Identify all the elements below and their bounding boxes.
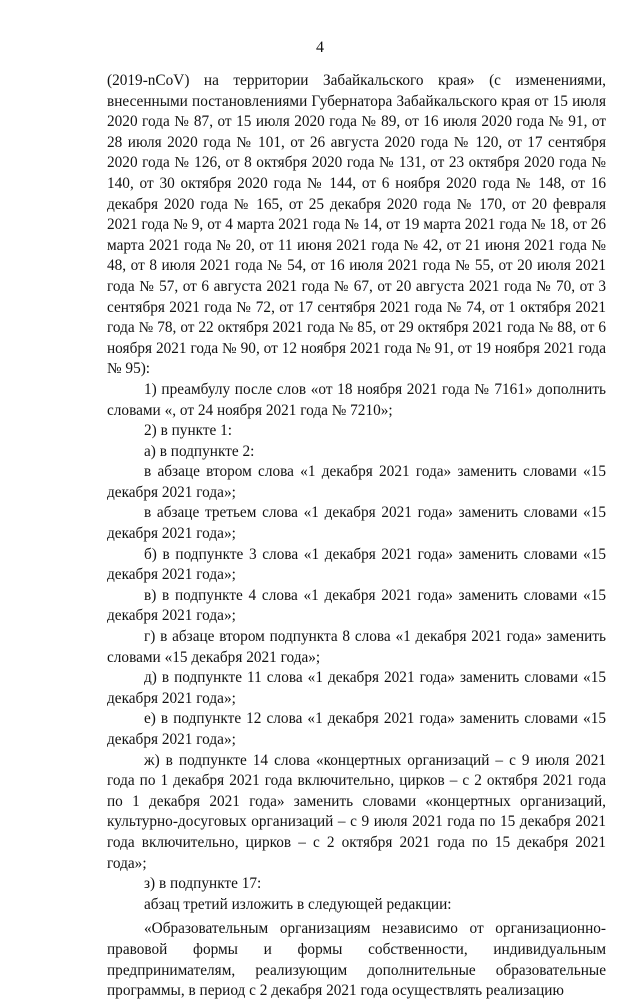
paragraph-subitem-d: д) в подпункте 11 слова «1 декабря 2021 года» заменить словами «15 декабря 2021 года»; [107, 669, 606, 707]
document-body [107, 71, 606, 1002]
paragraph-new-wording: «Образовательным организациям независимо от организационно-правовой формы и формы собственности, индивидуальным предпринимателям, реализующим дополнительные образовательные программы, в период с 2 декабря 2021 года осуществлять реализацию [107, 920, 606, 1000]
paragraph-amendments-list: (2019-nCoV) на территории Забайкальского края» (с изменениями, внесенными постановлениями Губернатора Забайкальского края от 15 июля 2020 года № 87, от 15 июля 2020 года № 89, от 16 июля 2020 года № 91, от 28 июля 2020 года № 101, от 26 августа 2020 года № 120, от 17 сентября 2020 года № 126, от 8 октября 2020 года № 131, от 23 октября 2020 года № 140, от 30 октября 2020 года № 144, от 6 ноября 2020 года № 148, от 16 декабря 2020 года № 165, от 25 декабря 2020 года № 170, от 20 февраля 2021 года № 9, от 4 марта 2021 года № 14, от 19 марта 2021 года № 18, от 26 марта 2021 года № 20, от 11 июня 2021 года № 42, от 21 июня 2021 года № 48, от 8 июля 2021 года № 54, от 16 июля 2021 года № 55, от 20 июля 2021 года № 57, от 6 августа 2021 года № 67, от 20 августа 2021 года № 70, от 3 сентября 2021 года № 72, от 17 сентября 2021 года № 74, от 1 октября 2021 года № 78, от 22 октября 2021 года № 85, от 29 октября 2021 года № 88, от 6 ноября 2021 года № 90, от 12 ноября 2021 года № 91, от 19 ноября 2021 года № 95): [107, 72, 606, 378]
paragraph-subitem-e: е) в подпункте 12 слова «1 декабря 2021 года» заменить словами «15 декабря 2021 года»; [107, 710, 606, 748]
paragraph-subitem-a-second: в абзаце втором слова «1 декабря 2021 года» заменить словами «15 декабря 2021 года»; [107, 463, 606, 501]
paragraph-subitem-z: з) в подпункте 17: [144, 875, 262, 893]
paragraph-item-2: 2) в пункте 1: [144, 422, 233, 440]
paragraph-subitem-b: б) в подпункте 3 слова «1 декабря 2021 года» заменить словами «15 декабря 2021 года»; [107, 545, 606, 584]
paragraph-subitem-zh: ж) в подпункте 14 слова «концертных организаций – с 9 июля 2021 года по 1 декабря 2021 года включительно, цирков – с 2 октября 2021 года по 1 декабря 2021 года» заменить словами «концертных организаций, культурно-досуговых организаций – с 9 июля 2021 года по 15 декабря 2021 года включительно, цирков – с 2 октября 2021 года по 15 декабря 2021 года»; [107, 751, 606, 872]
paragraph-subitem-a-third: в абзаце третьем слова «1 декабря 2021 года» заменить словами «15 декабря 2021 года»; [107, 504, 606, 543]
paragraph-subitem-g: г) в абзаце втором подпункта 8 слова «1 декабря 2021 года» заменить словами «15 декабря 2021 года»; [107, 628, 606, 666]
paragraph-subitem-a: а) в подпункте 2: [144, 442, 255, 460]
paragraph-item-1: 1) преамбулу после слов «от 18 ноября 2021 года № 7161» дополнить словами «, от 24 ноября 2021 года № 7210»; [107, 380, 606, 419]
page-number: 4 [316, 39, 324, 56]
paragraph-subitem-z-third: абзац третий изложить в следующей редакции: [144, 895, 452, 913]
paragraph-subitem-v: в) в подпункте 4 слова «1 декабря 2021 года» заменить словами «15 декабря 2021 года»; [107, 586, 606, 625]
